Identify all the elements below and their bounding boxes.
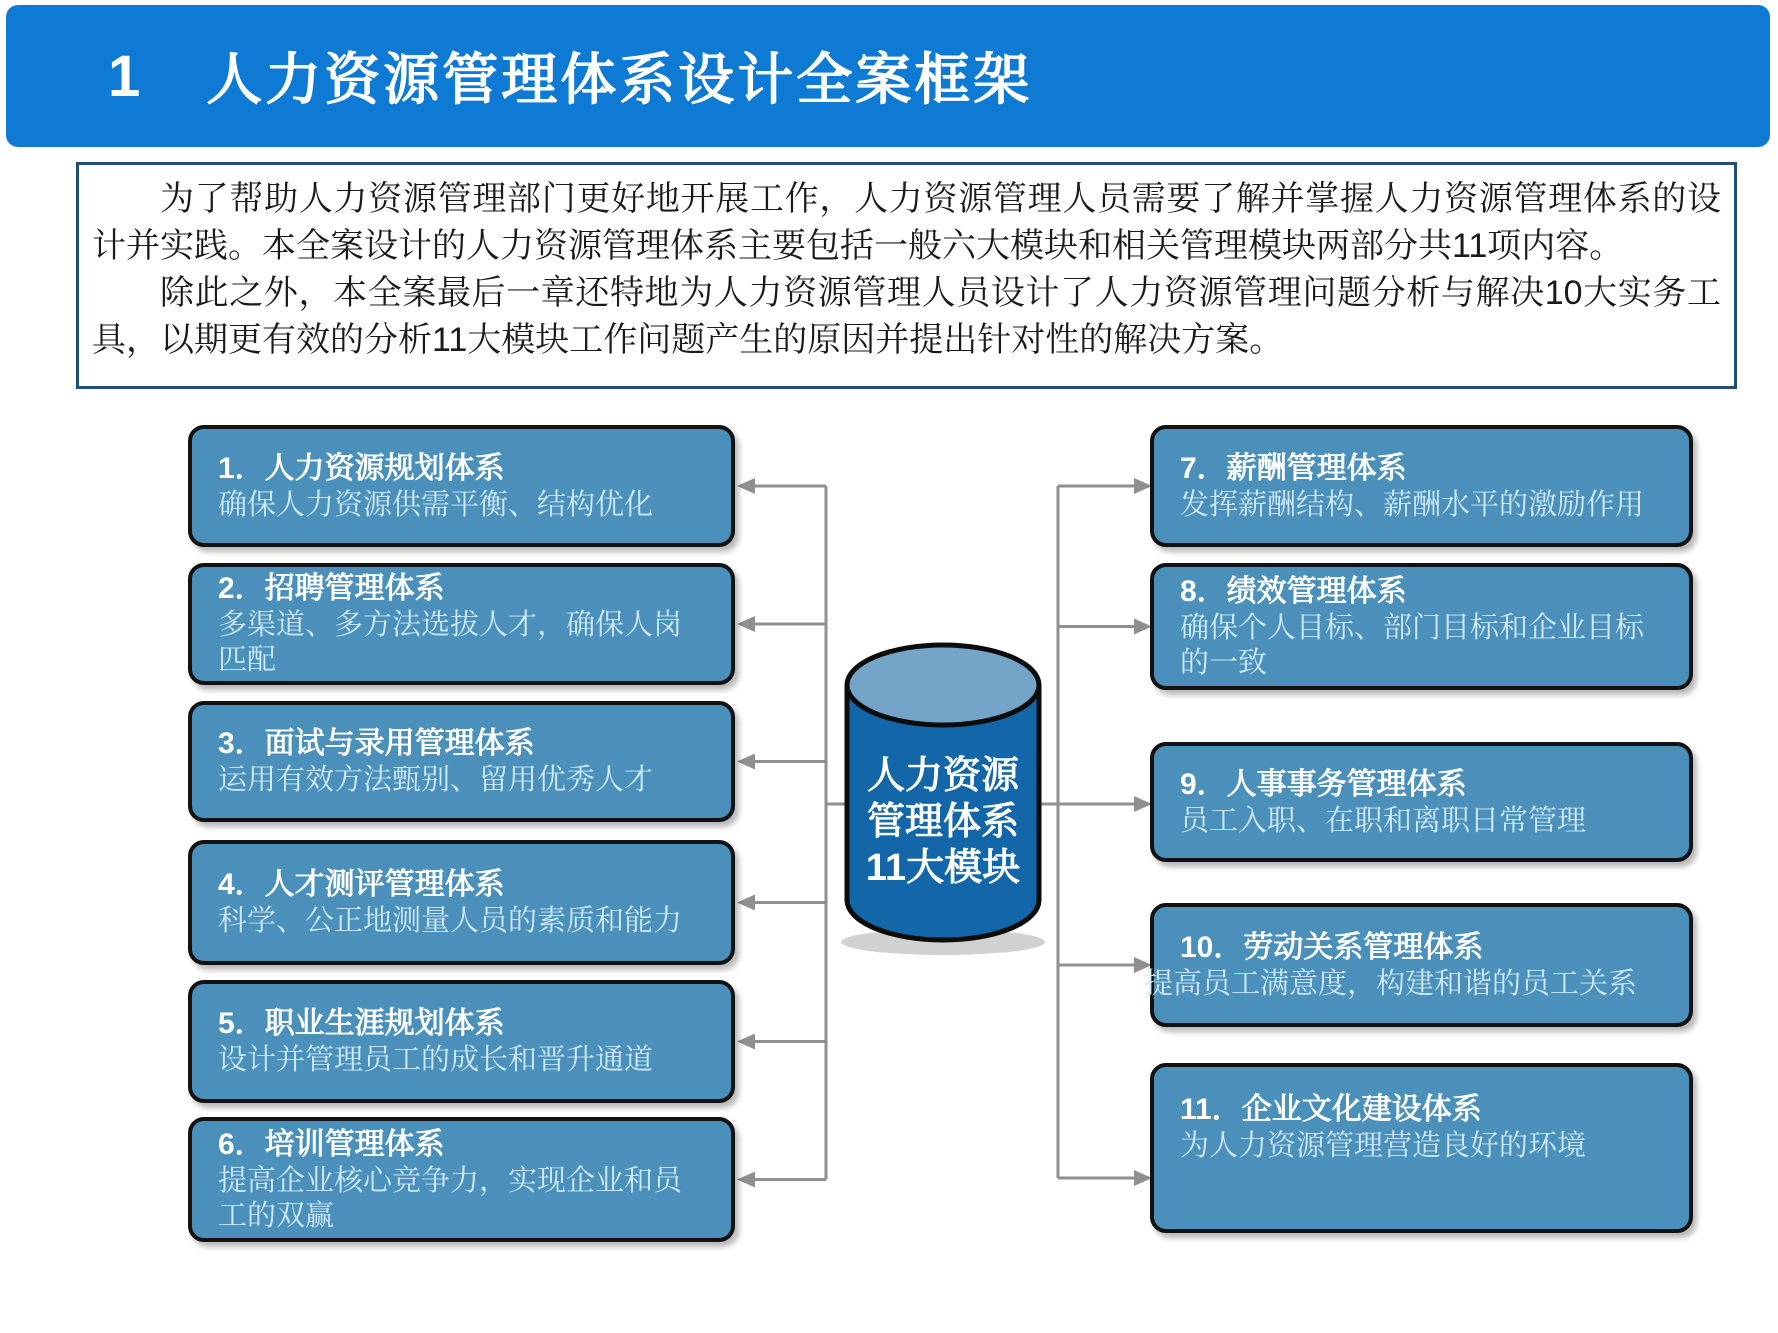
cylinder-label-line-3: 11大模块 [865, 847, 1021, 889]
module-title: 7．薪酬管理体系 [1180, 451, 1407, 485]
module-desc: 多渠道、多方法选拔人才，确保人岗匹配 [218, 609, 683, 676]
cylinder-top [847, 645, 1039, 725]
cylinder-label-line-1: 人力资源 [866, 755, 1020, 797]
slide-number: 1 [108, 43, 141, 109]
intro-paragraph-2: 除此之外，本全案最后一章还特地为人力资源管理人员设计了人力资源管理问题分析与解决10大实务工具，以期更有效的分析11大模块工作问题产生的原因并提出针对性的解决方案。 [92, 274, 1721, 359]
page-title: 人力资源管理体系设计全案框架 [206, 48, 1033, 111]
module-title: 1．人力资源规划体系 [218, 451, 505, 485]
intro-paragraph-1: 为了帮助人力资源管理部门更好地开展工作，人力资源管理人员需要了解并掌握人力资源管理体系的设计并实践。本全案设计的人力资源管理体系主要包括一般六大模块和相关管理模块两部分共11项内容。 [92, 180, 1721, 265]
module-desc: 提高企业核心竞争力，实现企业和员工的双赢 [218, 1164, 683, 1232]
module-desc: 确保个人目标、部门目标和企业目标的一致 [1180, 611, 1645, 679]
module-title: 4．人才测评管理体系 [218, 868, 505, 901]
module-title: 8．绩效管理体系 [1180, 574, 1407, 608]
module-title: 5．职业生涯规划体系 [218, 1007, 505, 1040]
module-title: 9．人事事务管理体系 [1180, 767, 1467, 801]
module-desc: 科学、公正地测量人员的素质和能力 [218, 905, 683, 937]
module-desc: 设计并管理员工的成长和晋升通道 [218, 1044, 654, 1076]
module-desc: 发挥薪酬结构、薪酬水平的激励作用 [1180, 488, 1645, 521]
module-title: 11．企业文化建设体系 [1180, 1092, 1482, 1126]
cylinder-label-line-2: 管理体系 [866, 801, 1020, 843]
module-title: 3．面试与录用管理体系 [218, 727, 535, 760]
module-desc: 运用有效方法甄别、留用优秀人才 [218, 764, 654, 796]
module-desc: 确保人力资源供需平衡、结构优化 [218, 488, 654, 521]
module-title: 2．招聘管理体系 [218, 572, 445, 605]
module-desc: 提高员工满意度，构建和谐的员工关系 [1144, 967, 1638, 1000]
module-desc: 为人力资源管理营造良好的环境 [1180, 1129, 1587, 1162]
module-desc: 员工入职、在职和离职日常管理 [1180, 804, 1587, 837]
module-title: 6．培训管理体系 [218, 1127, 445, 1161]
module-title: 10．劳动关系管理体系 [1180, 930, 1484, 964]
